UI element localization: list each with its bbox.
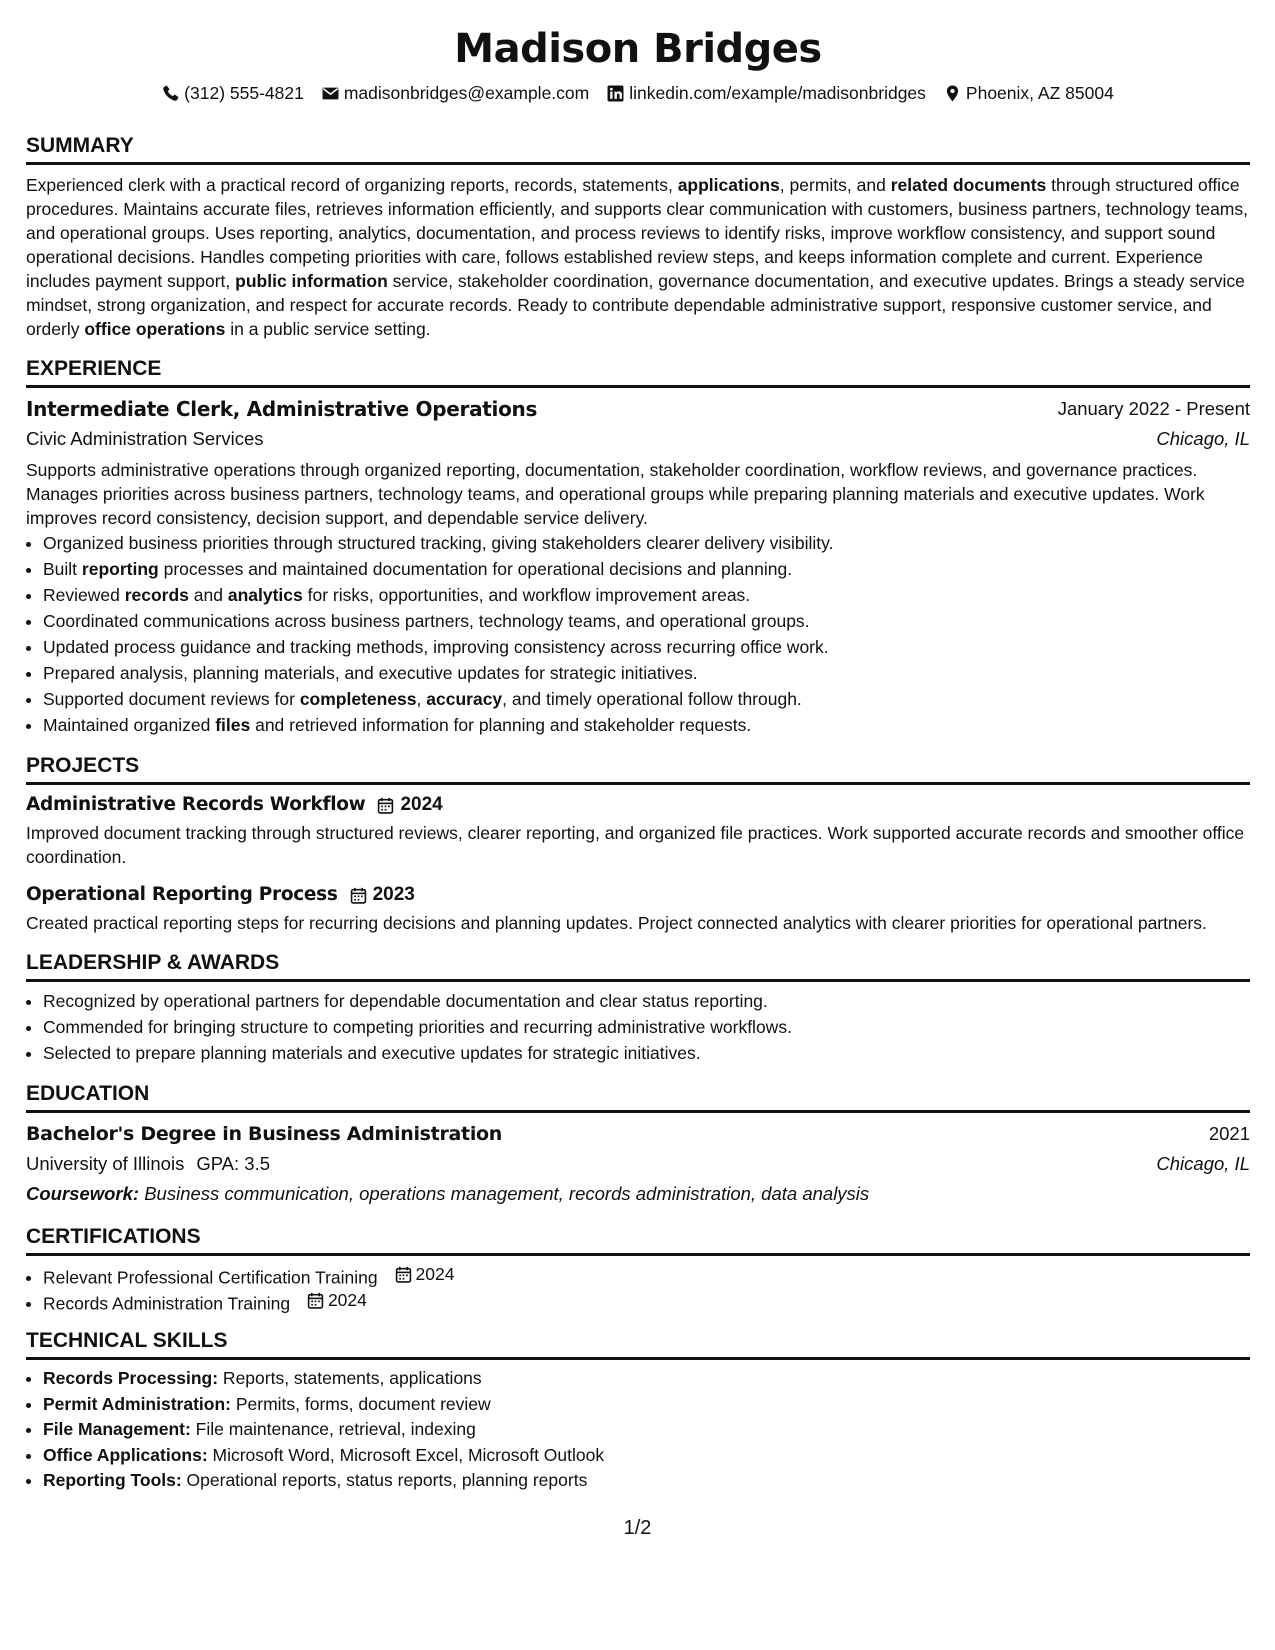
school-location: Chicago, IL [1156, 1153, 1250, 1174]
job-title: Intermediate Clerk, Administrative Operations [26, 397, 538, 421]
list-item: • Commended for bringing structure to competing priorities and recurring administrative workflows. [43, 1014, 1250, 1040]
phone-icon [162, 85, 179, 102]
envelope-icon [322, 85, 339, 102]
candidate-name: Madison Bridges [454, 26, 822, 72]
skills-heading: TECHNICAL SKILLS [26, 1327, 1250, 1360]
calendar-icon [350, 887, 367, 904]
list-item: • Prepared analysis, planning materials, and executive updates for strategic initiatives. [43, 660, 1250, 686]
list-item: • Reporting Tools: Operational reports, status reports, planning reports [43, 1468, 1250, 1494]
summary-text: Experienced clerk with a practical record of organizing reports, records, statements, applications, permits, and related documents through structured office procedures. Maintains accurate files, retrieves information efficiently, and supports clear communication with customers, business partners, technology teams, and operational groups. Uses reporting, analytics, documentation, and process reviews to identify risks, improve workflow consistency, and support sound operational decisions. Handles competing priorities with care, follows established review steps, and keeps information complete and current. Experience includes payment support, public information service, stakeholder coordination, governance documentation, and executive updates. Brings a steady service mindset, strong organization, and respect for accurate records. Ready to contribute dependable administrative support, responsive customer service, and orderly office operations in a public service setting. [26, 175, 1249, 339]
certifications-heading: CERTIFICATIONS [26, 1223, 1250, 1256]
coursework-text: Business communication, operations management, records administration, data analysis [139, 1183, 870, 1204]
job-dates: January 2022 - Present [1057, 398, 1250, 419]
list-item: • Recognized by operational partners for dependable documentation and clear status reporting. [43, 988, 1250, 1014]
linkedin-link[interactable]: linkedin.com/example/madisonbridges [629, 83, 926, 103]
education-header [26, 1119, 1250, 1149]
graduation-year: 2021 [1208, 1123, 1250, 1144]
project-description: Improved document tracking through structured reviews, clearer reporting, and organized file practices. Work supported accurate records and smoother office coordination. [26, 823, 1245, 867]
education-heading: EDUCATION [26, 1080, 1250, 1113]
job-subheader [26, 424, 1250, 454]
skills-list [26, 1366, 1250, 1494]
page-number: 1/2 [623, 1517, 652, 1539]
project-header [26, 881, 1250, 909]
leadership-heading: LEADERSHIP & AWARDS [26, 949, 1250, 982]
list-item: • Permit Administration: Permits, forms, document review [43, 1392, 1250, 1418]
certifications-list [26, 1262, 1250, 1313]
resume-page [26, 0, 1250, 1494]
degree-title: Bachelor's Degree in Business Administration [26, 1123, 503, 1145]
certification-name: Records Administration Training [43, 1292, 291, 1313]
project-title: Administrative Records Workflow [26, 794, 366, 815]
list-item: • Reviewed records and analytics for risks, opportunities, and workflow improvement areas. [43, 582, 1250, 608]
list-item: • Records Processing: Reports, statements, applications [43, 1366, 1250, 1392]
list-item [43, 1262, 1250, 1288]
job-bullets [26, 530, 1250, 738]
list-item: • Supported document reviews for completeness, accuracy, and timely operational follow through. [43, 686, 1250, 712]
project-description: Created practical reporting steps for recurring decisions and planning updates. Project connected analytics with clearer priorities for operational partners. [26, 913, 1207, 933]
list-item: • Office Applications: Microsoft Word, Microsoft Excel, Microsoft Outlook [43, 1443, 1250, 1469]
projects-heading: PROJECTS [26, 752, 1250, 785]
contact-bar [26, 80, 1250, 106]
phone-text: (312) 555-4821 [184, 83, 304, 103]
job-location: Chicago, IL [1156, 428, 1250, 449]
list-item [43, 1288, 1250, 1314]
calendar-icon [377, 797, 394, 814]
coursework [26, 1179, 1250, 1209]
job-header [26, 394, 1250, 424]
list-item: • Coordinated communications across business partners, technology teams, and operational groups. [43, 608, 1250, 634]
certification-name: Relevant Professional Certification Training [43, 1267, 378, 1288]
education-subheader [26, 1149, 1250, 1179]
experience-heading: EXPERIENCE [26, 355, 1250, 388]
school-line [26, 1149, 270, 1179]
project-year: 2023 [350, 881, 415, 909]
contact-location [944, 80, 1114, 106]
linkedin-icon [607, 85, 624, 102]
calendar-icon [307, 1292, 324, 1309]
company-name: Civic Administration Services [26, 428, 264, 449]
leadership-list [26, 988, 1250, 1066]
summary-heading: SUMMARY [26, 132, 1250, 165]
certification-year: 2024 [395, 1262, 455, 1288]
certification-year: 2024 [307, 1288, 367, 1314]
contact-phone [162, 80, 304, 106]
list-item: • Maintained organized files and retrieved information for planning and stakeholder requests. [43, 712, 1250, 738]
list-item: • Organized business priorities through structured tracking, giving stakeholders clearer delivery visibility. [43, 530, 1250, 556]
list-item: • Updated process guidance and tracking methods, improving consistency across recurring office work. [43, 634, 1250, 660]
project-year: 2024 [377, 791, 442, 819]
job-description: Supports administrative operations through organized reporting, documentation, stakeholder coordination, workflow reviews, and governance practices. Manages priorities across business partners, technology teams, and operational groups while preparing planning materials and executive updates. Work improves record consistency, decision support, and dependable service delivery. [26, 460, 1205, 528]
list-item: • Selected to prepare planning materials and executive updates for strategic initiatives. [43, 1040, 1250, 1066]
calendar-icon [395, 1266, 412, 1283]
contact-linkedin[interactable] [607, 80, 926, 106]
project-header [26, 791, 1250, 819]
location-text: Phoenix, AZ 85004 [965, 83, 1114, 103]
project-title: Operational Reporting Process [26, 884, 338, 905]
contact-email[interactable] [322, 80, 589, 106]
map-pin-icon [944, 85, 961, 102]
gpa: GPA: 3.5 [196, 1153, 271, 1174]
email-link[interactable]: madisonbridges@example.com [343, 83, 590, 103]
school-name: University of Illinois [26, 1153, 185, 1174]
list-item: • Built reporting processes and maintained documentation for operational decisions and planning. [43, 556, 1250, 582]
coursework-label: Coursework: [26, 1183, 140, 1204]
list-item: • File Management: File maintenance, retrieval, indexing [43, 1417, 1250, 1443]
